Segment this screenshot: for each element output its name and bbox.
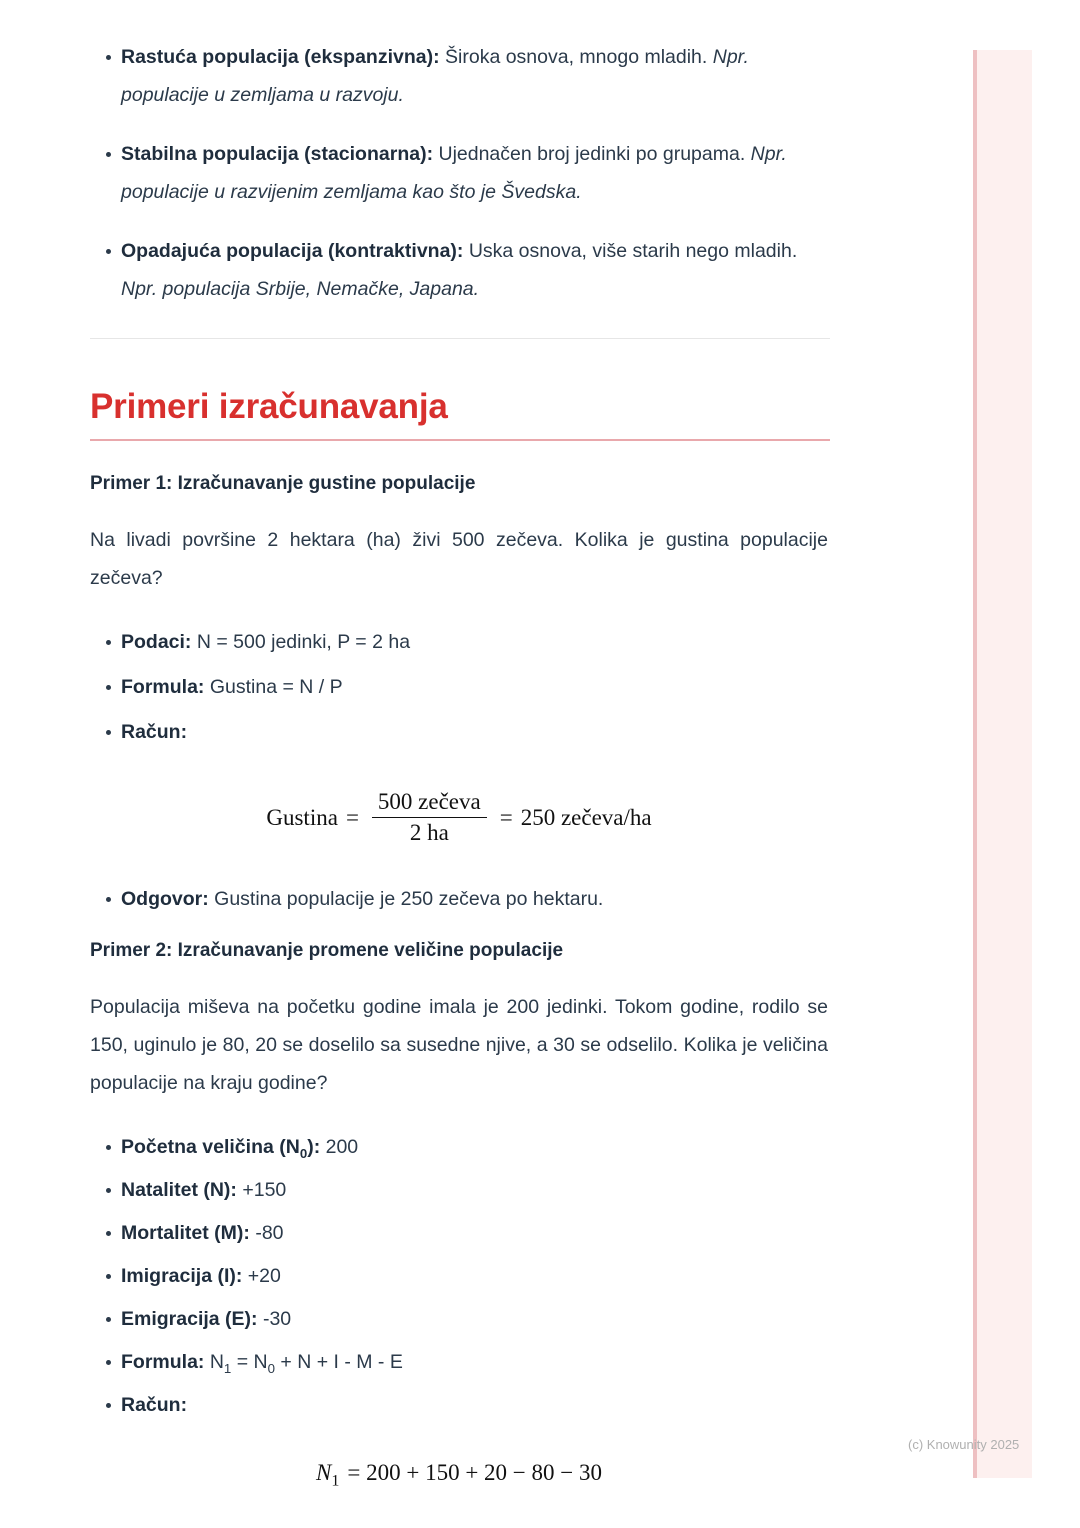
document-content — [90, 0, 828, 1490]
list-item — [90, 623, 828, 661]
list-item — [90, 1343, 828, 1381]
formula-fraction — [372, 789, 487, 846]
list-item-text: Gustina = N / P — [204, 676, 343, 698]
list-item — [90, 880, 828, 918]
label-pre: Početna veličina (N — [121, 1136, 300, 1158]
density-formula-row — [266, 789, 651, 846]
list-item-label: Rastuća populacija (ekspanzivna): — [121, 46, 440, 68]
list-item-text: +20 — [242, 1265, 281, 1287]
list-item-text — [204, 1351, 403, 1376]
list-item — [90, 1128, 828, 1166]
list-item — [90, 1257, 828, 1295]
example1-paragraph: Na livadi površine 2 hektara (ha) živi 500 zečeva. Kolika je gustina populacije zečeva? — [90, 529, 828, 589]
answer-text: Gustina populacije je 250 zečeva po hektaru. — [208, 888, 604, 910]
formula-variable-symbol: N — [316, 1460, 332, 1485]
list-item — [90, 713, 828, 751]
formula-token-1: N — [204, 1351, 224, 1373]
fraction-numerator: 500 zečeva — [377, 789, 481, 814]
list-item-label: Mortalitet (M): — [121, 1222, 250, 1244]
list-item-example: Npr. populacije u razvijenim zemljama kao što je Švedska. — [121, 143, 787, 203]
formula-equals-2: = — [499, 804, 513, 830]
list-item-example: Npr. populacija Srbije, Nemačke, Japana. — [121, 278, 480, 300]
example2-values-list — [90, 1128, 828, 1424]
population-change-formula-row — [316, 1460, 602, 1490]
formula-variable — [316, 1460, 340, 1490]
list-item-text: -30 — [257, 1308, 292, 1330]
racun-label: Račun: — [121, 1394, 188, 1416]
copyright-watermark: (c) Knowunity 2025 — [908, 1437, 1020, 1452]
formula-token-3: + N + I - M - E — [274, 1351, 403, 1373]
list-item-label: Natalitet (N): — [121, 1179, 237, 1201]
list-item-text: +150 — [236, 1179, 287, 1201]
formula-subscript-2: 0 — [267, 1360, 275, 1376]
formula-expression: = 200 + 150 + 20 − 80 − 30 — [347, 1460, 602, 1485]
list-item — [90, 38, 828, 114]
list-item-text: Uska osnova, više starih nego mladih. — [463, 240, 798, 262]
list-item — [90, 1214, 828, 1252]
list-item — [90, 1386, 828, 1424]
label-post: ): — [307, 1136, 321, 1158]
formula-variable-subscript: 1 — [331, 1472, 340, 1490]
list-item — [90, 135, 828, 211]
list-item — [90, 232, 828, 308]
list-item-label: Emigracija (E): — [121, 1308, 258, 1330]
density-formula-block — [90, 789, 828, 846]
list-item-text: N = 500 jedinki, P = 2 ha — [191, 631, 411, 653]
list-item-text: Ujednačen broj jedinki po grupama. — [433, 143, 751, 165]
list-item-label: Račun: — [121, 721, 188, 743]
example2-heading: Primer 2: Izračunavanje promene veličine populacije — [90, 940, 564, 961]
heading-underline-rule — [90, 439, 830, 441]
list-item-label — [121, 1136, 321, 1161]
list-item-label: Imigracija (I): — [121, 1265, 243, 1287]
formula-lhs: Gustina — [266, 804, 338, 830]
list-item-text: -80 — [249, 1222, 284, 1244]
formula-equals-1: = — [345, 804, 359, 830]
list-item-label: Opadajuća populacija (kontraktivna): — [121, 240, 464, 262]
list-item-text: Široka osnova, mnogo mladih. — [439, 46, 713, 68]
list-item — [90, 1300, 828, 1338]
list-item-label: Formula: — [121, 1351, 205, 1373]
population-change-formula-block — [90, 1460, 828, 1490]
fraction-denominator: 2 ha — [409, 820, 449, 845]
answer-label: Odgovor: — [121, 888, 209, 910]
list-item — [90, 1171, 828, 1209]
list-item-text: 200 — [320, 1136, 359, 1158]
example2-paragraph: Populacija miševa na početku godine imala je 200 jedinki. Tokom godine, rodilo se 150, uginulo je 80, 20 se doselilo sa susedne njive, a 30 se odselilo. Kolika je veličina populacije na kraju godine? — [90, 996, 828, 1094]
list-item-label: Podaci: — [121, 631, 192, 653]
section-divider — [90, 338, 830, 339]
list-item — [90, 668, 828, 706]
list-item-example: Npr. populacije u zemljama u razvoju. — [121, 46, 749, 106]
example1-steps-list — [90, 623, 828, 751]
formula-result: 250 zečeva/ha — [520, 804, 652, 830]
formula-subscript-1: 1 — [223, 1360, 232, 1376]
population-types-list — [90, 38, 828, 308]
example1-answer-list — [90, 880, 828, 918]
example1-heading: Primer 1: Izračunavanje gustine populacije — [90, 473, 476, 494]
list-item-label: Stabilna populacija (stacionarna): — [121, 143, 434, 165]
formula-token-2: = N — [231, 1351, 268, 1373]
page-title: Primeri izračunavanja — [90, 387, 448, 426]
label-subscript: 0 — [299, 1145, 308, 1161]
list-item-label: Formula: — [121, 676, 205, 698]
